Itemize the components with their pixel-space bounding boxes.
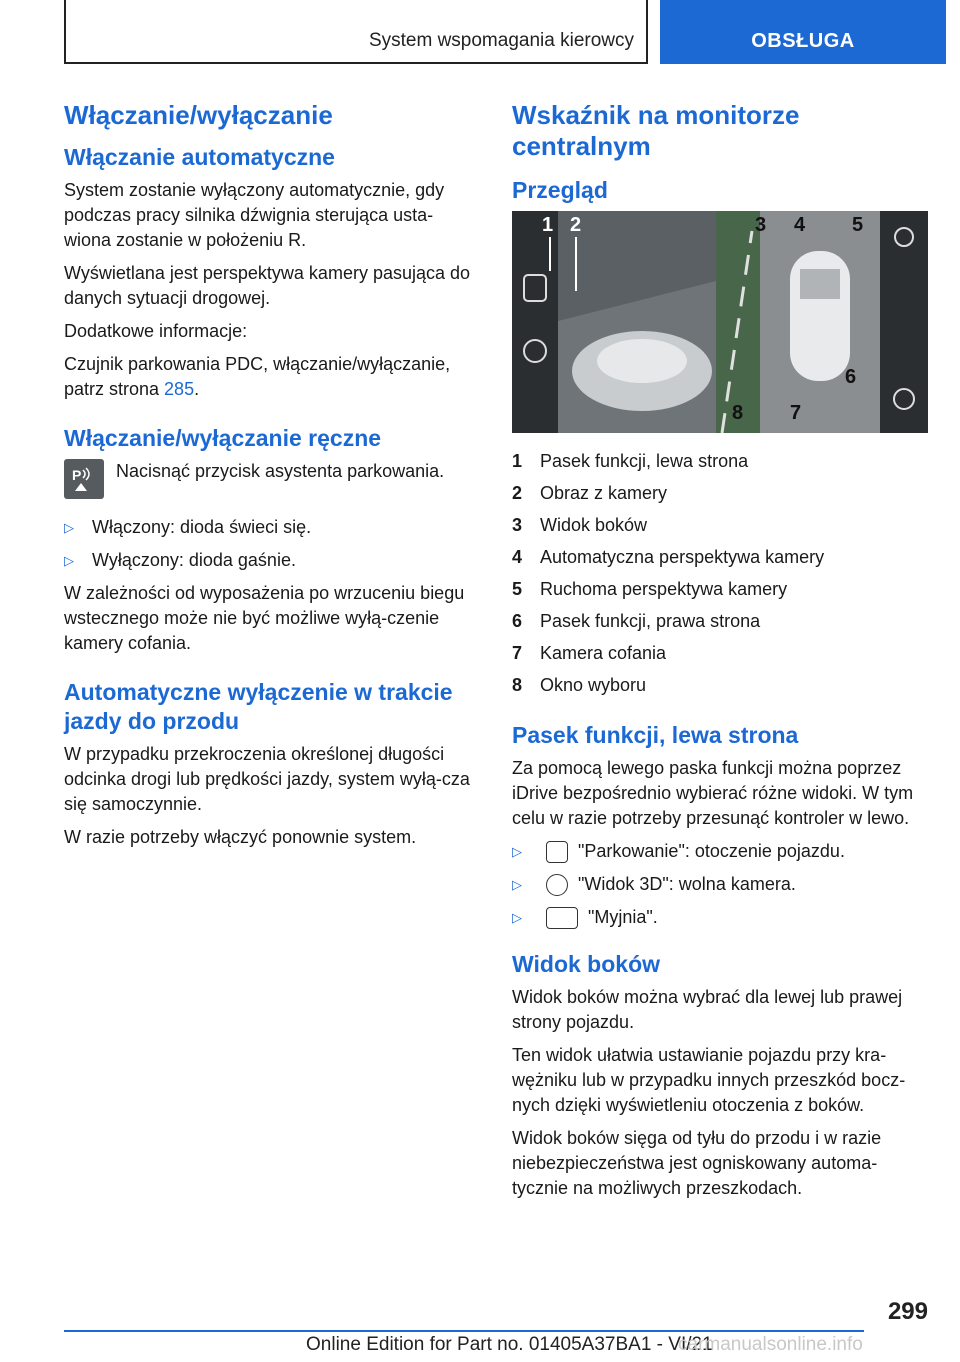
watermark: carmanualsonline.info	[678, 1334, 863, 1355]
page-number: 299	[887, 1298, 928, 1325]
heading-overview: Przegląd	[512, 177, 608, 203]
legend-item	[512, 669, 932, 701]
svg-text:P: P	[72, 467, 82, 483]
legend-number: 3	[512, 515, 523, 535]
para-auto-3: Dodatkowe informacje:	[64, 321, 248, 341]
parking-view-icon	[546, 841, 568, 863]
bullet-carwash	[512, 905, 932, 930]
footer-edition: Online Edition for Part no. 01405A37BA1 - VI/21	[306, 1334, 713, 1355]
figure-label-3: 3	[755, 214, 767, 236]
para-side-2: Ten widok ułatwia ustawianie pojazdu przy kra‐wężniku lub w przypadku innych przeszkód bocz‐nych dzięki wyświetleniu otoczenia z boków.	[512, 1045, 906, 1115]
bullet-carwash-text: "Myjnia".	[588, 907, 658, 927]
camera-display-illustration	[512, 211, 928, 433]
camera-display-figure	[512, 211, 928, 433]
para-auto-1: System zostanie wyłączony automatycznie, gdy podczas pracy silnika dźwignia sterująca usta‐wiona zostanie w położeniu R.	[64, 180, 445, 250]
bullet-off-text: Wyłączony: dioda gaśnie.	[92, 550, 296, 570]
legend-number: 1	[512, 451, 523, 471]
legend-item	[512, 509, 932, 541]
legend-item	[512, 637, 932, 669]
bullet-triangle-icon: ▷	[64, 520, 74, 535]
legend-text: Okno wyboru	[540, 675, 647, 695]
figure-label-2: 2	[570, 214, 582, 236]
figure-label-6: 6	[845, 366, 857, 388]
para-forward-1: W przypadku przekroczenia określonej długości odcinka drogi lub prędkości jazdy, system wyłą‐cza się samoczynnie.	[64, 744, 470, 814]
bullet-triangle-icon: ▷	[512, 910, 522, 925]
car-wash-icon	[546, 907, 578, 929]
legend-text: Widok boków	[540, 515, 648, 535]
left-column	[64, 100, 474, 858]
heading-central-monitor: Wskaźnik na monitorze centralnym	[512, 100, 800, 161]
legend-number: 7	[512, 643, 523, 663]
legend-text: Automatyczna perspektywa kamery	[540, 547, 825, 567]
heading-auto-on: Włączanie automatyczne	[64, 144, 335, 170]
figure-label-8: 8	[732, 402, 744, 424]
para-side-1: Widok boków można wybrać dla lewej lub prawej strony pojazdu.	[512, 987, 903, 1032]
heading-side-view: Widok boków	[512, 951, 661, 977]
heading-on-off: Włączanie/wyłączanie	[64, 100, 333, 130]
figure-legend	[512, 445, 932, 701]
figure-label-7: 7	[790, 402, 802, 424]
figure-label-1: 1	[542, 214, 554, 236]
para-left-bar: Za pomocą lewego paska funkcji można poprzez iDrive bezpośrednio wybierać różne widoki. W tym celu w razie potrzeby przesunąć kontroler w lewo.	[512, 758, 914, 828]
para-forward-2: W razie potrzeby włączyć ponownie system.	[64, 827, 417, 847]
footer-divider	[64, 1330, 864, 1332]
bullet-triangle-icon: ▷	[512, 844, 522, 859]
legend-text: Obraz z kamery	[540, 483, 668, 503]
heading-forward-off: Automatyczne wyłączenie w trakcie jazdy do przodu	[64, 679, 453, 734]
para-auto-2: Wyświetlana jest perspektywa kamery pasująca do danych sytuacji drogowej.	[64, 263, 471, 308]
heading-manual: Włączanie/wyłączanie ręczne	[64, 425, 382, 451]
header-frame	[64, 0, 648, 64]
legend-number: 5	[512, 579, 523, 599]
para-side-3: Widok boków sięga od tyłu do przodu i w razie niebezpieczeństwa jest ogniskowany automa‐tycznie na możliwych przeszkodach.	[512, 1128, 882, 1198]
legend-item	[512, 541, 932, 573]
bullet-3d-text: "Widok 3D": wolna kamera.	[578, 874, 796, 894]
legend-item	[512, 605, 932, 637]
legend-item	[512, 445, 932, 477]
figure-label-5: 5	[852, 214, 864, 236]
right-column	[512, 100, 932, 1209]
legend-number: 2	[512, 483, 523, 503]
chapter-tab[interactable]: OBSŁUGA	[660, 0, 946, 64]
legend-item	[512, 573, 932, 605]
bullet-triangle-icon: ▷	[64, 553, 74, 568]
para-pdc-ref	[64, 352, 474, 402]
parking-assistant-icon	[64, 459, 104, 499]
3d-view-icon	[546, 874, 568, 896]
bullet-parking	[512, 839, 932, 864]
bullet-on	[64, 515, 474, 540]
bullet-on-text: Włączony: dioda świeci się.	[92, 517, 312, 537]
bullet-parking-text: "Parkowanie": otoczenie pojazdu.	[578, 841, 845, 861]
para-reverse: W zależności od wyposażenia po wrzuceniu biegu wstecznego może nie być możliwe wyłą‐czenie kamery cofania.	[64, 583, 465, 653]
bullet-3d	[512, 872, 932, 897]
legend-number: 6	[512, 611, 523, 631]
legend-number: 8	[512, 675, 523, 695]
page-link-285[interactable]: 285	[164, 379, 195, 399]
figure-label-4: 4	[794, 214, 806, 236]
legend-text: Pasek funkcji, prawa strona	[540, 611, 761, 631]
pdc-ref-end: .	[194, 379, 200, 399]
legend-text: Kamera cofania	[540, 643, 667, 663]
park-button-row	[64, 459, 474, 499]
bullet-off	[64, 548, 474, 573]
legend-text: Ruchoma perspektywa kamery	[540, 579, 788, 599]
heading-left-function-bar: Pasek funkcji, lewa strona	[512, 722, 799, 748]
legend-item	[512, 477, 932, 509]
bullet-triangle-icon: ▷	[512, 877, 522, 892]
section-title: System wspomagania kierowcy	[368, 30, 634, 51]
button-instruction: Nacisnąć przycisk asystenta parkowania.	[116, 461, 445, 481]
pdc-ref-text: Czujnik parkowania PDC, włączanie/wyłączanie, patrz strona	[64, 354, 451, 399]
legend-number: 4	[512, 547, 523, 567]
legend-text: Pasek funkcji, lewa strona	[540, 451, 749, 471]
